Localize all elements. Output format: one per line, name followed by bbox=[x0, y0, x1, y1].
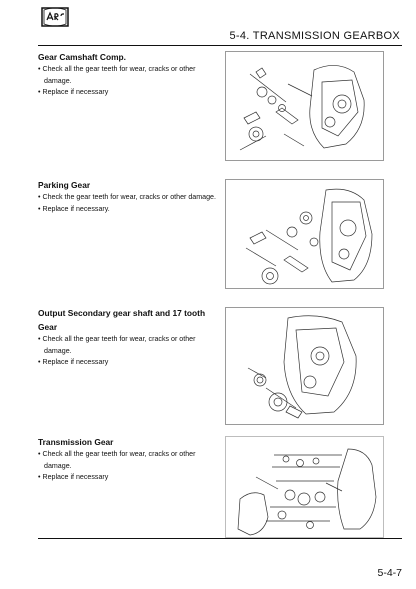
footer-divider bbox=[38, 538, 402, 539]
gear-camshaft-diagram-icon bbox=[225, 51, 384, 161]
section-title: Gear Camshaft Comp. bbox=[38, 52, 126, 62]
bullet-item: • Check all the gear teeth for wear, cracks or other damage. bbox=[38, 449, 218, 472]
bullet-item: • Check the gear teeth for wear, cracks or other damage. bbox=[38, 192, 218, 204]
transmission-gear-diagram-icon bbox=[225, 436, 384, 538]
section-title: Parking Gear bbox=[38, 180, 91, 190]
header-section-title: 5-4. TRANSMISSION GEARBOX bbox=[229, 30, 400, 42]
bullet-item: • Check all the gear teeth for wear, cracks or other damage. bbox=[38, 64, 218, 87]
output-shaft-diagram-icon bbox=[225, 307, 384, 425]
section-title: Transmission Gear bbox=[38, 437, 114, 447]
section-output-secondary-gear-shaft bbox=[38, 306, 218, 369]
header-divider bbox=[38, 45, 402, 46]
bullet-item: • Replace if necessary bbox=[38, 87, 218, 99]
page-number: 5-4-7 bbox=[377, 567, 402, 579]
section-parking-gear bbox=[38, 178, 218, 215]
section-gear-camshaft bbox=[38, 50, 218, 99]
bullet-item: • Replace if necessary bbox=[38, 472, 218, 484]
section-transmission-gear bbox=[38, 435, 218, 484]
bullet-item: • Replace if necessary bbox=[38, 357, 218, 369]
parking-gear-diagram-icon bbox=[225, 179, 384, 289]
bullet-item: • Replace if necessary. bbox=[38, 204, 218, 216]
bullet-item: • Check all the gear teeth for wear, cracks or other damage. bbox=[38, 334, 218, 357]
argo-logo bbox=[40, 6, 70, 28]
section-title: Output Secondary gear shaft and 17 tooth Gear bbox=[38, 308, 206, 332]
